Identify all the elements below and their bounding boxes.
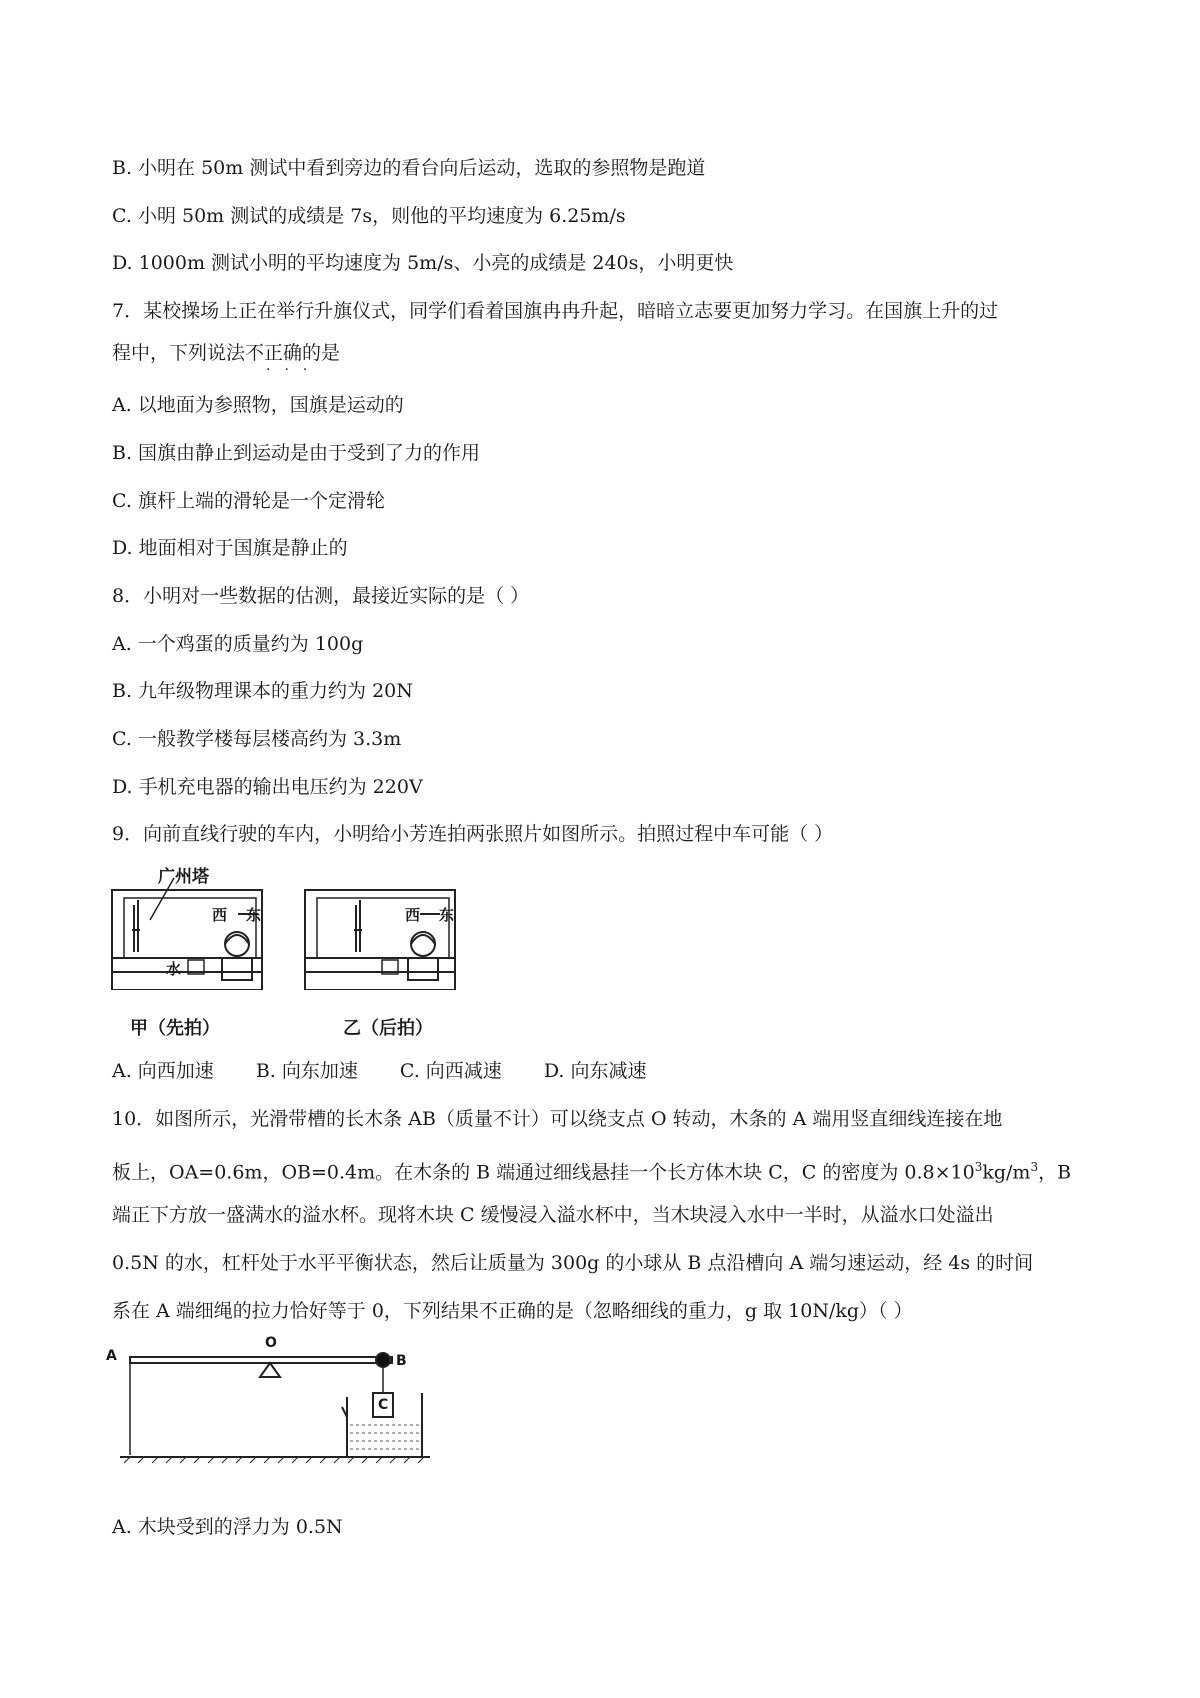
q10-line3: 端正下方放一盛满水的溢水杯。现将木块 C 缓慢浸入溢水杯中，当木块浸入水中一半时，从溢水口处溢出 <box>112 1204 994 1226</box>
q10-line4: 0.5N 的水，杠杆处于水平平衡状态，然后让质量为 300g 的小球从 B 点沿槽向 A 端匀速运动，经 4s 的时间 <box>112 1252 1034 1274</box>
q7-option-d: D. 地面相对于国旗是静止的 <box>112 537 348 559</box>
q9-option-b: B. 向东加速 <box>255 1060 358 1082</box>
q10-line5: 系在 A 端细绳的拉力恰好等于 0，下列结果不正确的是（忽略细线的重力，g 取 10N/kg）（ ） <box>112 1300 913 1322</box>
fulcrum <box>260 1363 280 1377</box>
q10-line1: 10．如图所示，光滑带槽的长木条 AB（质量不计）可以绕支点 O 转动，木条的 A 端用竖直细线连接在地 <box>112 1108 1003 1130</box>
ball <box>376 1353 390 1367</box>
q10-lever-figure <box>110 1345 460 1475</box>
q6-option-c: C. 小明 50m 测试的成绩是 7s，则他的平均速度为 6.25m/s <box>112 205 626 227</box>
tower-label: 广州塔 <box>158 867 209 887</box>
water-label: 水 <box>166 960 182 978</box>
emphasis-dots: ··· <box>266 362 322 378</box>
label-b: B <box>396 1353 407 1369</box>
caption-photo-b: 乙（后拍） <box>343 1018 433 1039</box>
q9-option-d: D. 向东减速 <box>543 1060 647 1082</box>
q6-option-b: B. 小明在 50m 测试中看到旁边的看台向后运动，选取的参照物是跑道 <box>112 157 706 179</box>
water <box>350 1425 419 1449</box>
west-label-a: 西 <box>212 906 228 924</box>
q8-stem: 8．小明对一些数据的估测，最接近实际的是（ ） <box>112 585 530 607</box>
q9-options <box>112 1058 688 1084</box>
q6-option-d: D. 1000m 测试小明的平均速度为 5m/s、小亮的成绩是 240s，小明更快 <box>112 252 734 274</box>
west-label-b: 西 <box>405 906 421 924</box>
q8-option-d: D. 手机充电器的输出电压约为 220V <box>112 776 423 798</box>
label-o: O <box>265 1335 277 1351</box>
q8-option-b: B. 九年级物理课本的重力约为 20N <box>112 680 413 702</box>
label-a: A <box>106 1348 117 1364</box>
q7-option-b: B. 国旗由静止到运动是由于受到了力的作用 <box>112 442 481 464</box>
q9-stem: 9．向前直线行驶的车内，小明给小芳连拍两张照片如图所示。拍照过程中车可能（ ） <box>112 823 834 845</box>
q8-option-c: C. 一般教学楼每层楼高约为 3.3m <box>112 728 402 750</box>
q8-option-a: A. 一个鸡蛋的质量约为 100g <box>112 633 364 655</box>
east-label-b: 东 <box>439 906 455 924</box>
q10-option-a: A. 木块受到的浮力为 0.5N <box>112 1516 343 1538</box>
lever-bar <box>130 1357 392 1363</box>
caption-photo-a: 甲（先拍） <box>130 1018 220 1039</box>
q7-stem-line1: 7．某校操场上正在举行升旗仪式，同学们看着国旗冉冉升起，暗暗立志要更加努力学习。在国旗上升的过 <box>112 300 999 322</box>
label-c: C <box>378 1397 389 1413</box>
q9-option-c: C. 向西减速 <box>399 1060 502 1082</box>
q7-stem-line2: 程中，下列说法不正确的是 <box>112 342 341 364</box>
q7-option-a: A. 以地面为参照物，国旗是运动的 <box>112 394 404 416</box>
photo-a <box>112 878 262 990</box>
q9-option-a: A. 向西加速 <box>112 1060 214 1082</box>
east-label-a: 东 <box>246 906 262 924</box>
q7-option-c: C. 旗杆上端的滑轮是一个定滑轮 <box>112 490 385 512</box>
q10-line2: 板上，OA=0.6m，OB=0.4m。在木条的 B 端通过细线悬挂一个长方体木块 C，C 的密度为 $0.8\times 10^3kg/m^3$，B <box>112 1160 1072 1184</box>
photo-b <box>305 890 455 990</box>
